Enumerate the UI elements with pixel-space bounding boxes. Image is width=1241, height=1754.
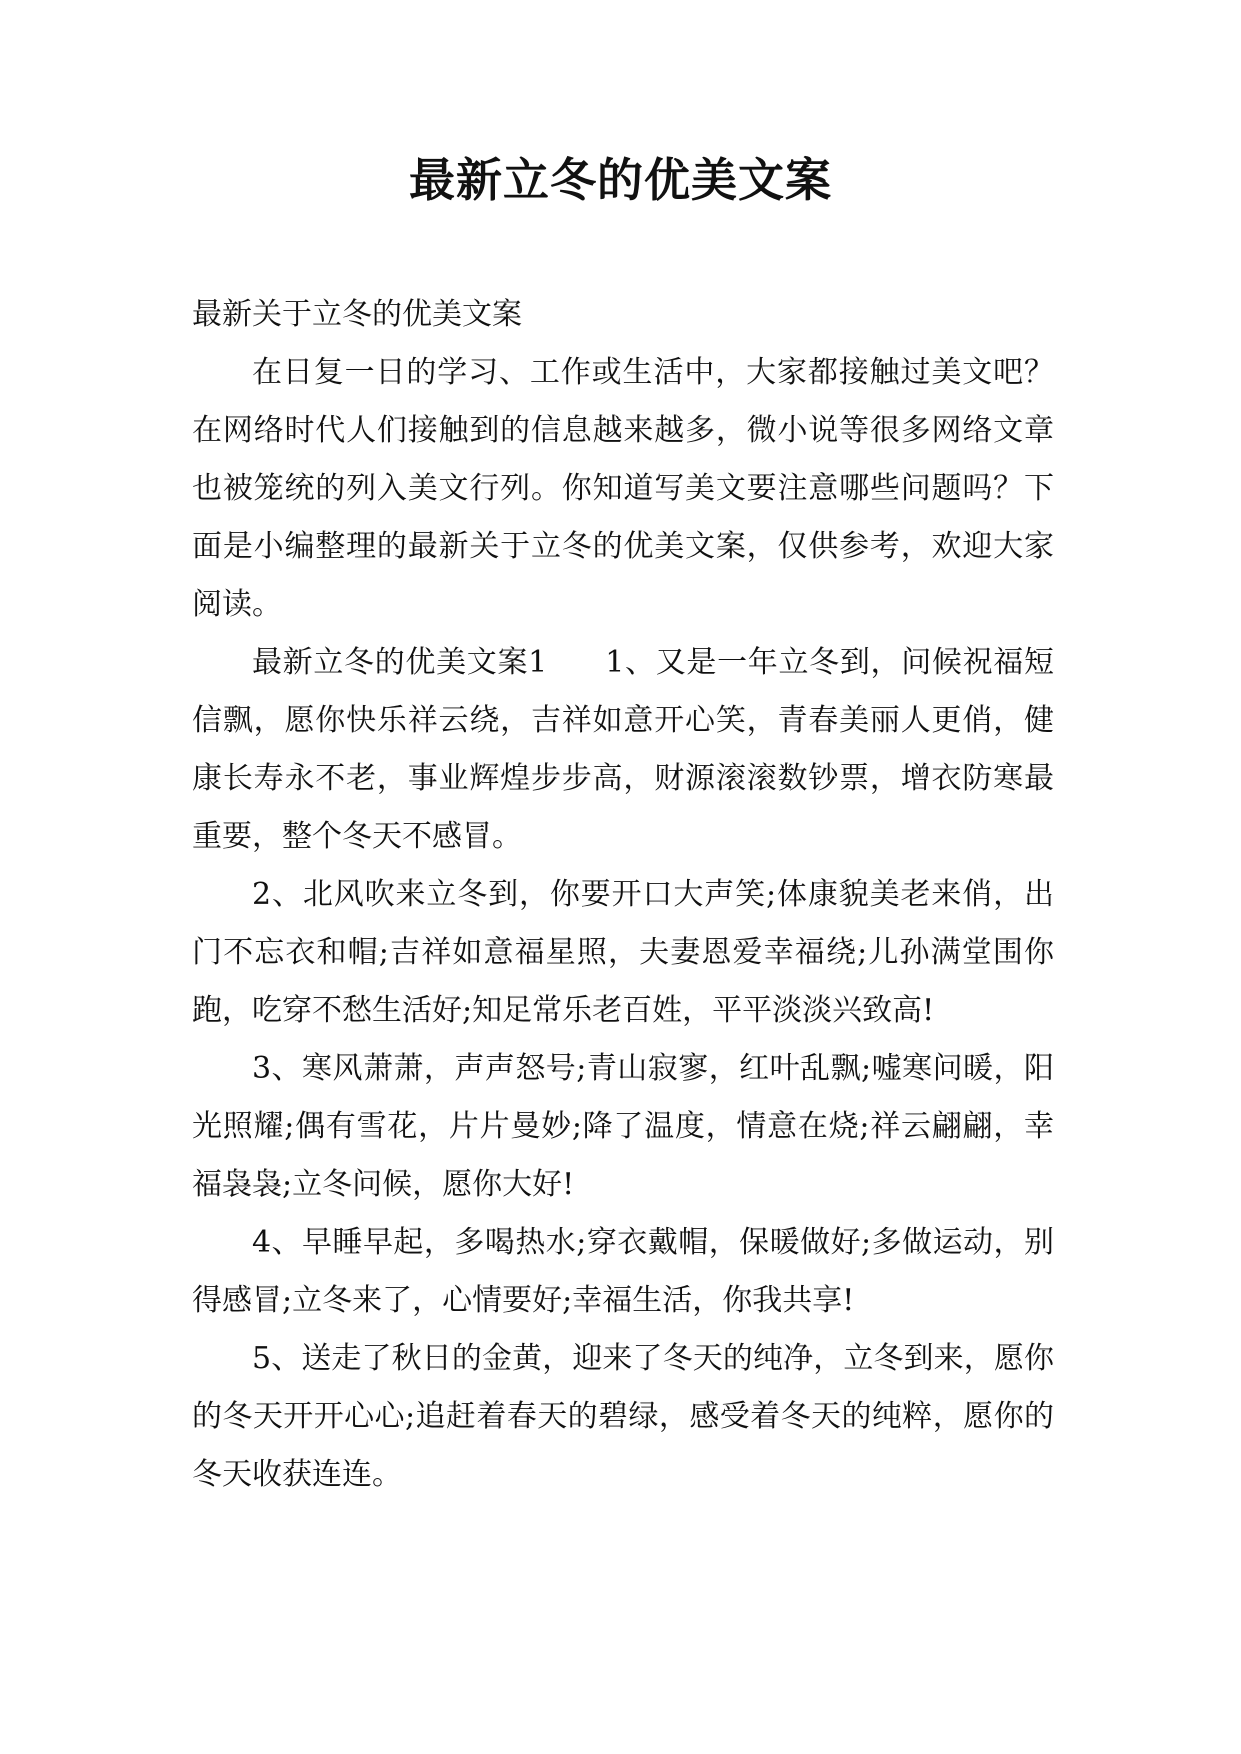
document-title: 最新立冬的优美文案 — [409, 153, 832, 207]
list-item: 4、早睡早起，多喝热水;穿衣戴帽，保暖做好;多做运动，别得感冒;立冬来了，心情要好;幸福生活，你我共享! — [192, 1225, 1054, 1318]
document-subtitle: 最新关于立冬的优美文案 — [192, 297, 522, 332]
list-item: 1、又是一年立冬到，问候祝福短信飘，愿你快乐祥云绕，吉祥如意开心笑，青春美丽人更俏，健康长寿永不老，事业辉煌步步高，财源滚滚数钞票，增衣防寒最重要，整个冬天不感冒。 — [192, 645, 1054, 854]
document-body — [192, 286, 1054, 1504]
intro-paragraph: 在日复一日的学习、工作或生活中，大家都接触过美文吧？在网络时代人们接触到的信息越来越多，微小说等很多网络文章也被笼统的列入美文行列。你知道写美文要注意哪些问题吗？下面是小编整理的最新关于立冬的优美文案，仅供参考，欢迎大家阅读。 — [192, 355, 1054, 622]
list-item: 5、送走了秋日的金黄，迎来了冬天的纯净，立冬到来，愿你的冬天开开心心;追赶着春天的碧绿，感受着冬天的纯粹，愿你的冬天收获连连。 — [192, 1341, 1054, 1492]
list-item: 3、寒风萧萧，声声怒号;青山寂寥，红叶乱飘;嘘寒问暖，阳光照耀;偶有雪花，片片曼妙;降了温度，情意在烧;祥云翩翩，幸福袅袅;立冬问候，愿你大好! — [192, 1051, 1054, 1202]
section-heading: 最新立冬的优美文案1 — [252, 645, 548, 680]
list-item: 2、北风吹来立冬到，你要开口大声笑;体康貌美老来俏，出门不忘衣和帽;吉祥如意福星照，夫妻恩爱幸福绕;儿孙满堂围你跑，吃穿不愁生活好;知足常乐老百姓，平平淡淡兴致高! — [192, 877, 1054, 1028]
section-first-paragraph — [192, 634, 1054, 866]
